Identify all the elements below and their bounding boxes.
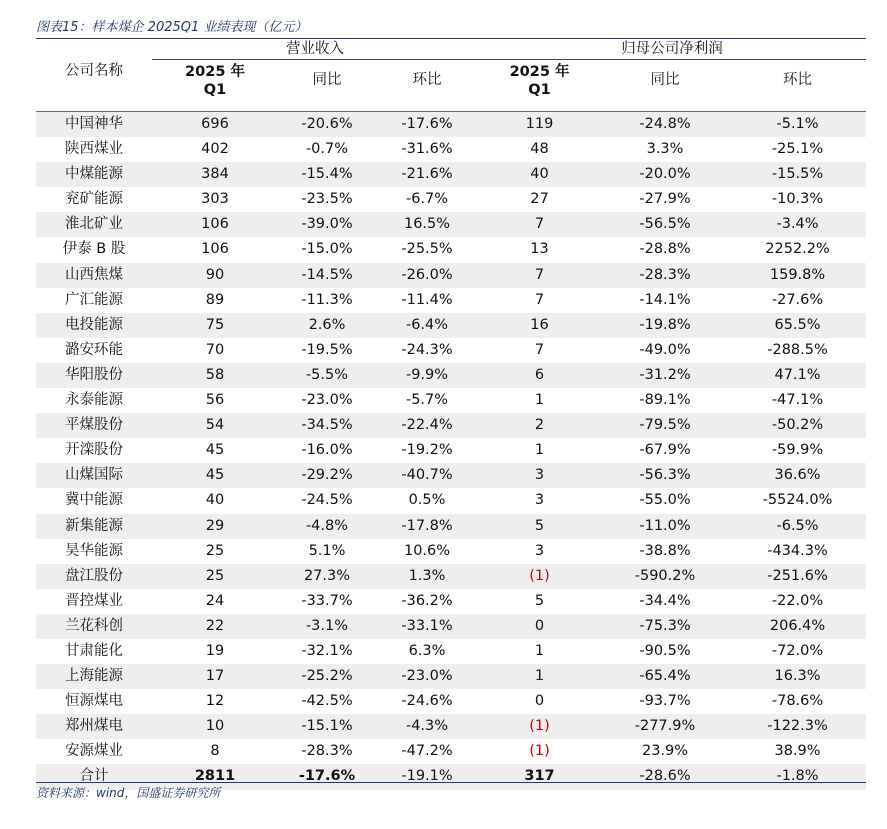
header-revenue-q1: 2025 年 Q1 [152, 60, 278, 112]
revenue-qoq-cell: -17.6% [376, 112, 478, 138]
net-profit-qoq-cell: -25.1% [729, 137, 866, 162]
net-profit-yoy-cell: -90.5% [601, 639, 729, 664]
table-row [36, 589, 866, 614]
revenue-cell: 89 [152, 288, 278, 313]
revenue-qoq-cell: -4.3% [376, 714, 478, 739]
table-row [36, 237, 866, 262]
revenue-qoq-cell: -26.0% [376, 263, 478, 288]
net-profit-cell: 1 [478, 438, 601, 463]
company-name-cell: 山煤国际 [36, 463, 152, 488]
net-profit-qoq-cell: -10.3% [729, 187, 866, 212]
net-profit-yoy-cell: -28.8% [601, 237, 729, 262]
net-profit-qoq-cell: 36.6% [729, 463, 866, 488]
net-profit-qoq-cell: -15.5% [729, 162, 866, 187]
net-profit-yoy-cell: -79.5% [601, 413, 729, 438]
header-group-row [36, 39, 866, 60]
revenue-yoy-cell: -4.8% [278, 514, 376, 539]
revenue-yoy-cell: -11.3% [278, 288, 376, 313]
table-row [36, 689, 866, 714]
net-profit-cell: 1 [478, 639, 601, 664]
total-revenue-yoy-cell: -17.6% [278, 764, 376, 789]
net-profit-yoy-cell: -34.4% [601, 589, 729, 614]
revenue-yoy-cell: -42.5% [278, 689, 376, 714]
table-row [36, 288, 866, 313]
revenue-qoq-cell: -5.7% [376, 388, 478, 413]
company-name-cell: 新集能源 [36, 514, 152, 539]
revenue-cell: 10 [152, 714, 278, 739]
net-profit-yoy-cell: -89.1% [601, 388, 729, 413]
header-revenue-group: 营业收入 [152, 39, 478, 60]
net-profit-cell: 2 [478, 413, 601, 438]
revenue-yoy-cell: -19.5% [278, 338, 376, 363]
revenue-yoy-cell: -23.0% [278, 388, 376, 413]
net-profit-cell: (1) [478, 739, 601, 764]
net-profit-qoq-cell: 38.9% [729, 739, 866, 764]
net-profit-cell: 7 [478, 338, 601, 363]
revenue-qoq-cell: -17.8% [376, 514, 478, 539]
revenue-yoy-cell: -15.0% [278, 237, 376, 262]
table-row [36, 714, 866, 739]
net-profit-cell: 3 [478, 539, 601, 564]
net-profit-yoy-cell: -20.0% [601, 162, 729, 187]
revenue-cell: 40 [152, 488, 278, 513]
revenue-qoq-cell: -22.4% [376, 413, 478, 438]
net-profit-qoq-cell: -251.6% [729, 564, 866, 589]
revenue-yoy-cell: -0.7% [278, 137, 376, 162]
revenue-qoq-cell: 0.5% [376, 488, 478, 513]
revenue-yoy-cell: -14.5% [278, 263, 376, 288]
net-profit-qoq-cell: -22.0% [729, 589, 866, 614]
table-row [36, 313, 866, 338]
company-name-cell: 晋控煤业 [36, 589, 152, 614]
net-profit-qoq-cell: 2252.2% [729, 237, 866, 262]
net-profit-yoy-cell: -14.1% [601, 288, 729, 313]
net-profit-qoq-cell: -50.2% [729, 413, 866, 438]
net-profit-qoq-cell: -5.1% [729, 112, 866, 138]
company-name-cell: 中煤能源 [36, 162, 152, 187]
net-profit-yoy-cell: -55.0% [601, 488, 729, 513]
table-row [36, 338, 866, 363]
table-row [36, 488, 866, 513]
company-name-cell: 陕西煤业 [36, 137, 152, 162]
header-company: 公司名称 [36, 39, 152, 112]
net-profit-qoq-cell: 206.4% [729, 614, 866, 639]
company-name-cell: 甘肃能化 [36, 639, 152, 664]
revenue-cell: 90 [152, 263, 278, 288]
total-net-profit-cell: 317 [478, 764, 601, 789]
company-name-cell: 恒源煤电 [36, 689, 152, 714]
net-profit-yoy-cell: -590.2% [601, 564, 729, 589]
total-revenue-qoq-cell: -19.1% [376, 764, 478, 789]
header-profit-q1: 2025 年 Q1 [478, 60, 601, 112]
net-profit-qoq-cell: -78.6% [729, 689, 866, 714]
revenue-cell: 106 [152, 237, 278, 262]
company-name-cell: 兰花科创 [36, 614, 152, 639]
net-profit-cell: 27 [478, 187, 601, 212]
table-row [36, 162, 866, 187]
net-profit-cell: 3 [478, 488, 601, 513]
company-name-cell: 平煤股份 [36, 413, 152, 438]
net-profit-yoy-cell: -19.8% [601, 313, 729, 338]
net-profit-cell: 1 [478, 664, 601, 689]
company-name-cell: 电投能源 [36, 313, 152, 338]
revenue-cell: 384 [152, 162, 278, 187]
net-profit-cell: 48 [478, 137, 601, 162]
revenue-cell: 12 [152, 689, 278, 714]
total-net-profit-yoy-cell: -28.6% [601, 764, 729, 789]
net-profit-qoq-cell: -288.5% [729, 338, 866, 363]
table-row [36, 514, 866, 539]
revenue-cell: 402 [152, 137, 278, 162]
net-profit-qoq-cell: 47.1% [729, 363, 866, 388]
revenue-qoq-cell: 10.6% [376, 539, 478, 564]
net-profit-yoy-cell: 23.9% [601, 739, 729, 764]
company-name-cell: 华阳股份 [36, 363, 152, 388]
revenue-qoq-cell: 6.3% [376, 639, 478, 664]
net-profit-qoq-cell: -122.3% [729, 714, 866, 739]
revenue-yoy-cell: -5.5% [278, 363, 376, 388]
revenue-yoy-cell: -25.2% [278, 664, 376, 689]
company-name-cell: 兖矿能源 [36, 187, 152, 212]
net-profit-qoq-cell: -434.3% [729, 539, 866, 564]
table-row [36, 187, 866, 212]
company-name-cell: 潞安环能 [36, 338, 152, 363]
revenue-cell: 25 [152, 564, 278, 589]
net-profit-yoy-cell: -56.3% [601, 463, 729, 488]
revenue-qoq-cell: -23.0% [376, 664, 478, 689]
total-revenue-cell: 2811 [152, 764, 278, 789]
revenue-qoq-cell: -6.4% [376, 313, 478, 338]
table-row [36, 388, 866, 413]
net-profit-yoy-cell: -38.8% [601, 539, 729, 564]
net-profit-qoq-cell: -27.6% [729, 288, 866, 313]
net-profit-qoq-cell: -6.5% [729, 514, 866, 539]
company-name-cell: 伊泰 B 股 [36, 237, 152, 262]
revenue-qoq-cell: 1.3% [376, 564, 478, 589]
company-name-cell: 中国神华 [36, 112, 152, 138]
net-profit-cell: 13 [478, 237, 601, 262]
table-row [36, 639, 866, 664]
net-profit-yoy-cell: -56.5% [601, 212, 729, 237]
revenue-yoy-cell: -34.5% [278, 413, 376, 438]
revenue-cell: 54 [152, 413, 278, 438]
revenue-qoq-cell: -24.6% [376, 689, 478, 714]
company-name-cell: 盘江股份 [36, 564, 152, 589]
company-name-cell: 冀中能源 [36, 488, 152, 513]
revenue-cell: 56 [152, 388, 278, 413]
revenue-yoy-cell: -23.5% [278, 187, 376, 212]
company-name-cell: 昊华能源 [36, 539, 152, 564]
revenue-yoy-cell: -32.1% [278, 639, 376, 664]
table-row [36, 137, 866, 162]
net-profit-cell: 0 [478, 614, 601, 639]
revenue-qoq-cell: -24.3% [376, 338, 478, 363]
net-profit-cell: 5 [478, 589, 601, 614]
company-name-cell: 山西焦煤 [36, 263, 152, 288]
source-note: 资料来源：wind，国盛证券研究所 [36, 786, 221, 800]
table-row [36, 664, 866, 689]
net-profit-yoy-cell: -11.0% [601, 514, 729, 539]
net-profit-qoq-cell: -5524.0% [729, 488, 866, 513]
revenue-yoy-cell: 2.6% [278, 313, 376, 338]
net-profit-qoq-cell: -3.4% [729, 212, 866, 237]
net-profit-qoq-cell: 159.8% [729, 263, 866, 288]
earnings-table [36, 39, 866, 790]
net-profit-cell: 5 [478, 514, 601, 539]
net-profit-cell: 7 [478, 263, 601, 288]
net-profit-yoy-cell: -75.3% [601, 614, 729, 639]
revenue-yoy-cell: -33.7% [278, 589, 376, 614]
revenue-yoy-cell: -39.0% [278, 212, 376, 237]
net-profit-yoy-cell: -277.9% [601, 714, 729, 739]
total-net-profit-qoq-cell: -1.8% [729, 764, 866, 789]
revenue-qoq-cell: -40.7% [376, 463, 478, 488]
table-row [36, 212, 866, 237]
header-revenue-yoy: 同比 [278, 60, 376, 112]
table-row [36, 112, 866, 138]
net-profit-yoy-cell: -31.2% [601, 363, 729, 388]
table-row [36, 564, 866, 589]
revenue-yoy-cell: -28.3% [278, 739, 376, 764]
header-sub-row [36, 60, 866, 112]
header-revenue-qoq: 环比 [376, 60, 478, 112]
table-row [36, 463, 866, 488]
net-profit-cell: 7 [478, 212, 601, 237]
revenue-cell: 17 [152, 664, 278, 689]
revenue-yoy-cell: 5.1% [278, 539, 376, 564]
revenue-qoq-cell: -47.2% [376, 739, 478, 764]
net-profit-qoq-cell: -72.0% [729, 639, 866, 664]
table-row [36, 739, 866, 764]
revenue-cell: 22 [152, 614, 278, 639]
revenue-yoy-cell: 27.3% [278, 564, 376, 589]
company-name-cell: 郑州煤电 [36, 714, 152, 739]
table-caption: 图表15：样本煤企 2025Q1 业绩表现（亿元） [36, 20, 308, 35]
revenue-cell: 25 [152, 539, 278, 564]
net-profit-cell: 6 [478, 363, 601, 388]
net-profit-cell: 1 [478, 388, 601, 413]
net-profit-cell: 119 [478, 112, 601, 138]
revenue-cell: 303 [152, 187, 278, 212]
table-row [36, 363, 866, 388]
table-row [36, 438, 866, 463]
net-profit-yoy-cell: -28.3% [601, 263, 729, 288]
header-profit-qoq: 环比 [729, 60, 866, 112]
net-profit-yoy-cell: -67.9% [601, 438, 729, 463]
revenue-yoy-cell: -16.0% [278, 438, 376, 463]
revenue-cell: 24 [152, 589, 278, 614]
company-name-cell: 安源煤业 [36, 739, 152, 764]
revenue-qoq-cell: 16.5% [376, 212, 478, 237]
revenue-yoy-cell: -24.5% [278, 488, 376, 513]
table-row [36, 539, 866, 564]
company-name-cell: 淮北矿业 [36, 212, 152, 237]
net-profit-qoq-cell: -47.1% [729, 388, 866, 413]
net-profit-yoy-cell: 3.3% [601, 137, 729, 162]
net-profit-cell: (1) [478, 714, 601, 739]
header-profit-group: 归母公司净利润 [478, 39, 866, 60]
revenue-qoq-cell: -33.1% [376, 614, 478, 639]
net-profit-cell: 16 [478, 313, 601, 338]
revenue-yoy-cell: -3.1% [278, 614, 376, 639]
net-profit-yoy-cell: -65.4% [601, 664, 729, 689]
revenue-cell: 106 [152, 212, 278, 237]
revenue-qoq-cell: -25.5% [376, 237, 478, 262]
header-profit-yoy: 同比 [601, 60, 729, 112]
bottom-rule [36, 782, 866, 783]
revenue-qoq-cell: -31.6% [376, 137, 478, 162]
revenue-yoy-cell: -15.1% [278, 714, 376, 739]
revenue-yoy-cell: -29.2% [278, 463, 376, 488]
table-row [36, 614, 866, 639]
net-profit-qoq-cell: 16.3% [729, 664, 866, 689]
net-profit-yoy-cell: -49.0% [601, 338, 729, 363]
revenue-cell: 45 [152, 438, 278, 463]
revenue-cell: 696 [152, 112, 278, 138]
revenue-qoq-cell: -21.6% [376, 162, 478, 187]
company-name-cell: 广汇能源 [36, 288, 152, 313]
net-profit-yoy-cell: -24.8% [601, 112, 729, 138]
net-profit-cell: 7 [478, 288, 601, 313]
revenue-yoy-cell: -20.6% [278, 112, 376, 138]
company-name-cell: 上海能源 [36, 664, 152, 689]
revenue-cell: 70 [152, 338, 278, 363]
revenue-cell: 58 [152, 363, 278, 388]
revenue-cell: 75 [152, 313, 278, 338]
company-name-cell: 永泰能源 [36, 388, 152, 413]
revenue-cell: 19 [152, 639, 278, 664]
net-profit-cell: (1) [478, 564, 601, 589]
table-row [36, 413, 866, 438]
net-profit-cell: 40 [478, 162, 601, 187]
net-profit-yoy-cell: -27.9% [601, 187, 729, 212]
net-profit-qoq-cell: -59.9% [729, 438, 866, 463]
revenue-cell: 45 [152, 463, 278, 488]
revenue-qoq-cell: -19.2% [376, 438, 478, 463]
net-profit-cell: 0 [478, 689, 601, 714]
total-company-name-cell: 合计 [36, 764, 152, 789]
revenue-qoq-cell: -9.9% [376, 363, 478, 388]
revenue-yoy-cell: -15.4% [278, 162, 376, 187]
revenue-qoq-cell: -11.4% [376, 288, 478, 313]
table-body [36, 112, 866, 790]
revenue-qoq-cell: -36.2% [376, 589, 478, 614]
net-profit-cell: 3 [478, 463, 601, 488]
revenue-cell: 8 [152, 739, 278, 764]
net-profit-qoq-cell: 65.5% [729, 313, 866, 338]
revenue-qoq-cell: -6.7% [376, 187, 478, 212]
revenue-cell: 29 [152, 514, 278, 539]
net-profit-yoy-cell: -93.7% [601, 689, 729, 714]
table-row [36, 263, 866, 288]
company-name-cell: 开滦股份 [36, 438, 152, 463]
